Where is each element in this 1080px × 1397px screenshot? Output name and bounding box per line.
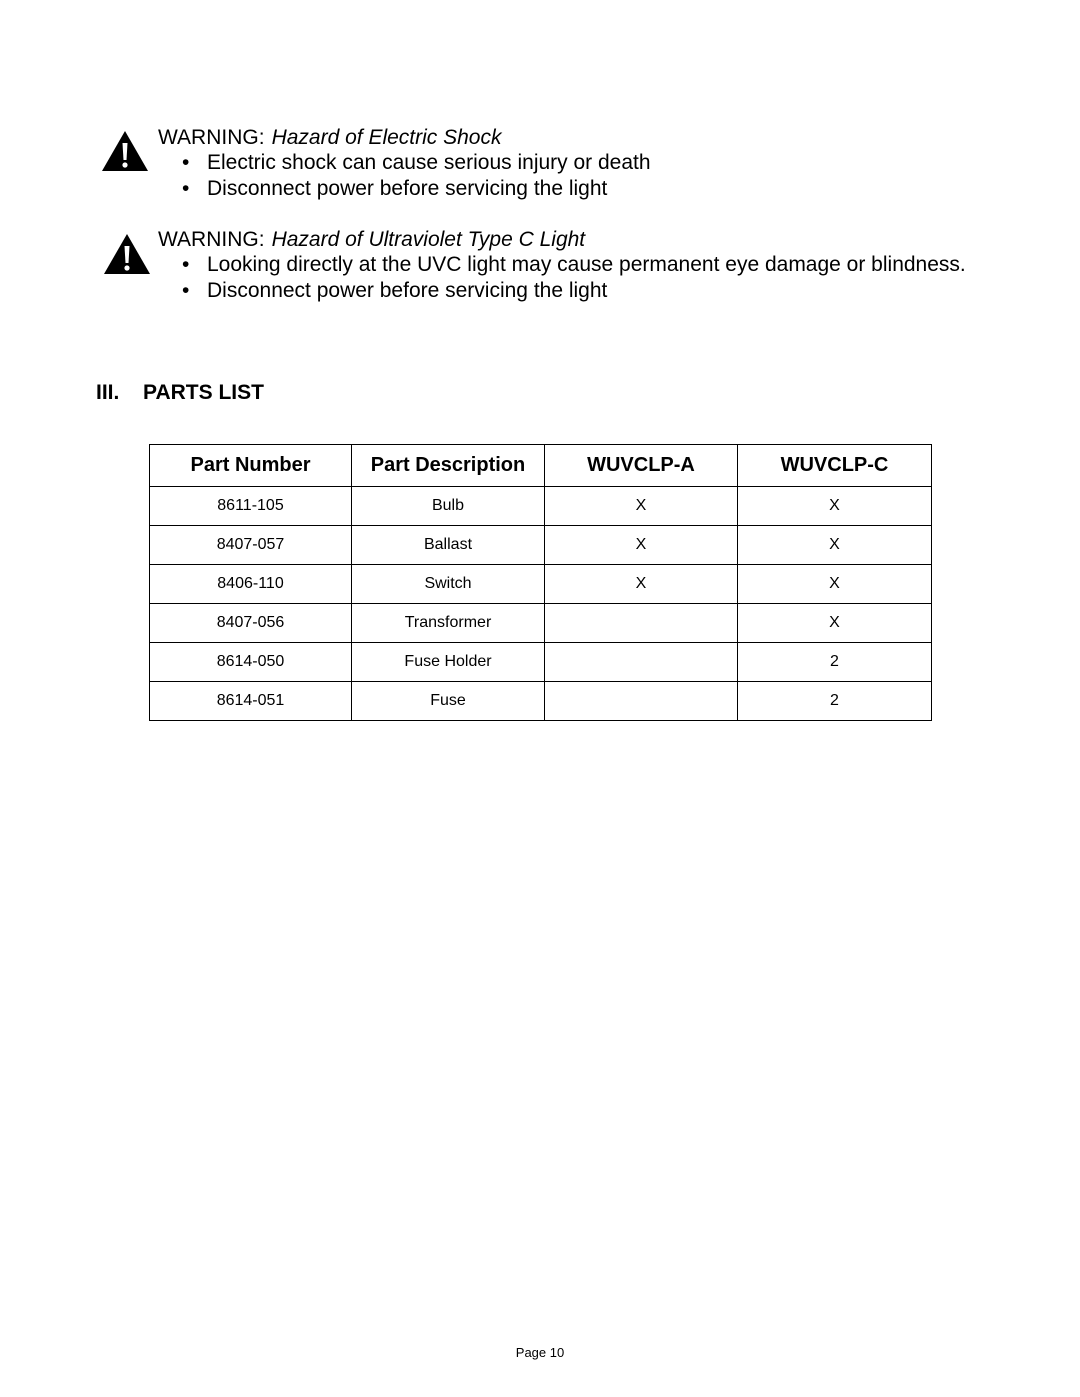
table-row [150, 604, 932, 643]
section-number: III. [96, 381, 120, 404]
page-number: Page 10 [515, 1345, 565, 1360]
section-title: PARTS LIST [143, 381, 264, 404]
cell-part-description: Ballast [352, 526, 545, 565]
cell-part-number: 8406-110 [150, 565, 352, 604]
section-heading [96, 381, 264, 405]
cell-wuvclp-a: X [545, 565, 738, 604]
warning-bullet: • Disconnect power before servicing the light [182, 279, 608, 302]
cell-part-description: Fuse Holder [352, 643, 545, 682]
header-wuvclp-c: WUVCLP-C [738, 445, 932, 487]
cell-wuvclp-a: X [545, 487, 738, 526]
cell-wuvclp-a [545, 604, 738, 643]
cell-part-number: 8407-056 [150, 604, 352, 643]
cell-part-description: Bulb [352, 487, 545, 526]
header-part-description: Part Description [352, 445, 545, 487]
table-header-row [150, 445, 932, 487]
cell-wuvclp-c: X [738, 604, 932, 643]
cell-part-description: Switch [352, 565, 545, 604]
cell-wuvclp-c: X [738, 487, 932, 526]
warning-title [158, 228, 585, 252]
table-row [150, 643, 932, 682]
cell-wuvclp-c: X [738, 565, 932, 604]
warning-bullet-list [182, 252, 966, 304]
table-row [150, 682, 932, 721]
header-wuvclp-a: WUVCLP-A [545, 445, 738, 487]
parts-table [149, 444, 932, 721]
cell-part-number: 8407-057 [150, 526, 352, 565]
header-part-number: Part Number [150, 445, 352, 487]
cell-wuvclp-a [545, 643, 738, 682]
cell-part-description: Fuse [352, 682, 545, 721]
cell-part-number: 8614-051 [150, 682, 352, 721]
cell-wuvclp-c: 2 [738, 682, 932, 721]
cell-part-number: 8611-105 [150, 487, 352, 526]
table-row [150, 565, 932, 604]
cell-wuvclp-a [545, 682, 738, 721]
warning-bullet: • Electric shock can cause serious injury or death [182, 151, 651, 174]
warning-hazard: Hazard of Electric Shock [271, 126, 502, 149]
warning-label: WARNING: [158, 228, 265, 251]
table-row [150, 487, 932, 526]
cell-part-description: Transformer [352, 604, 545, 643]
cell-wuvclp-c: X [738, 526, 932, 565]
warning-triangle-icon [100, 129, 150, 173]
warning-bullet: • Disconnect power before servicing the light [182, 177, 608, 200]
cell-wuvclp-a: X [545, 526, 738, 565]
cell-part-number: 8614-050 [150, 643, 352, 682]
warning-bullet: • Looking directly at the UVC light may cause permanent eye damage or blindness. [182, 253, 966, 276]
warning-hazard: Hazard of Ultraviolet Type C Light [271, 228, 586, 251]
warning-bullet-list [182, 150, 651, 202]
warning-label: WARNING: [158, 126, 265, 149]
warning-triangle-icon [102, 232, 152, 276]
warning-title [158, 126, 502, 150]
table-row [150, 526, 932, 565]
cell-wuvclp-c: 2 [738, 643, 932, 682]
